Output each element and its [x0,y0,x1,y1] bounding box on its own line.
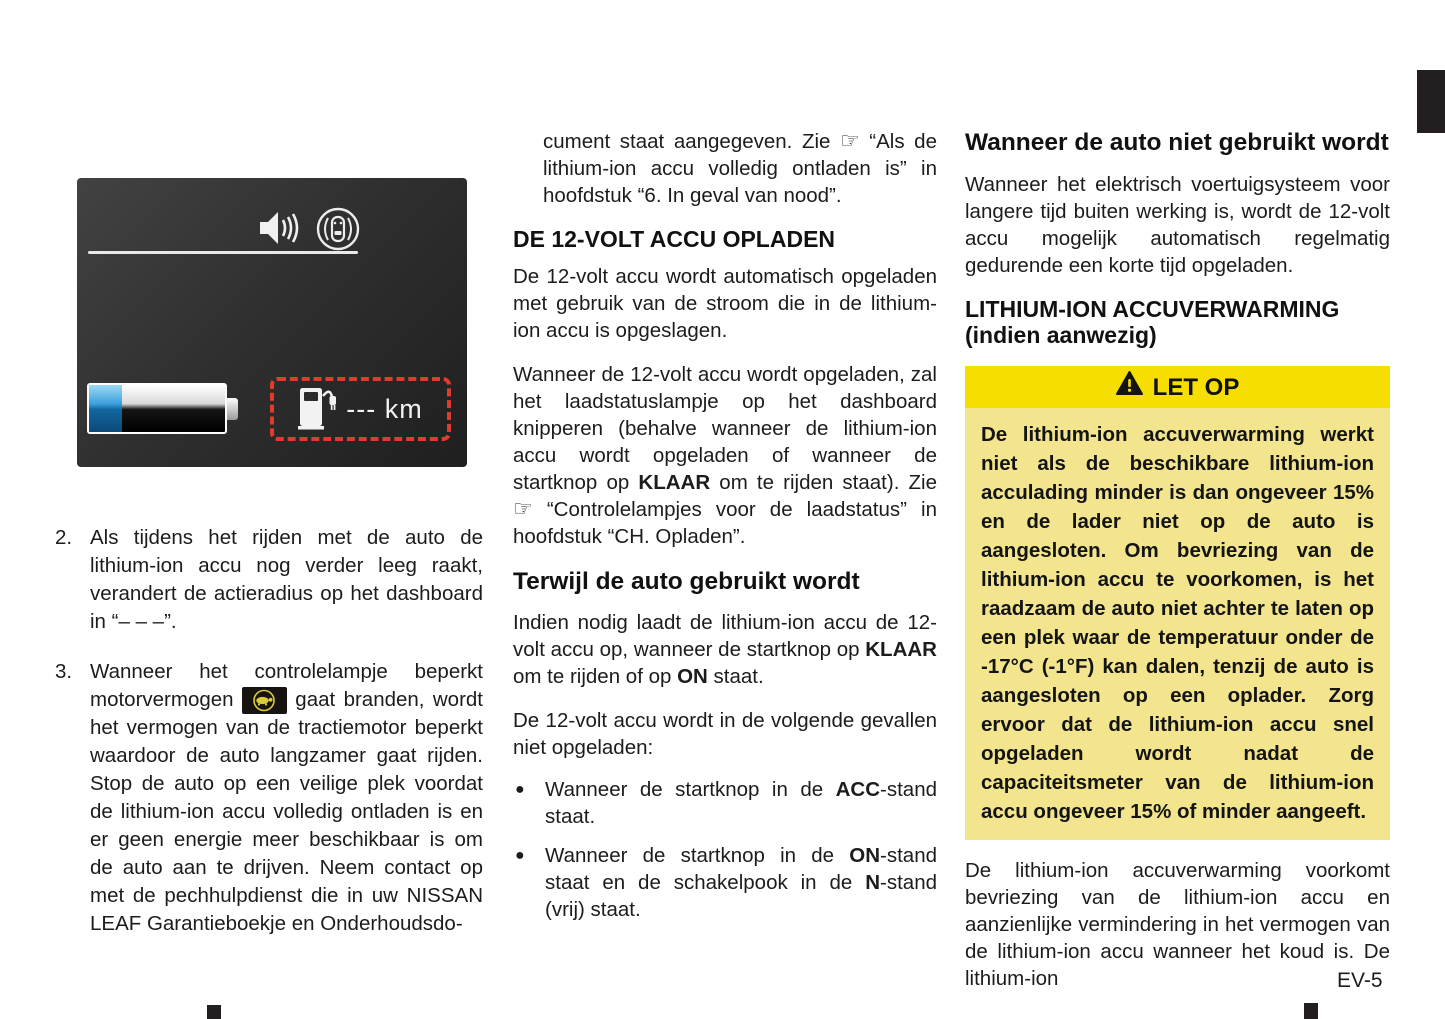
heading-line-2: (indien aanwezig) [965,322,1157,348]
section-heading-accuverwarming [965,296,1390,348]
manicule-icon: ☞ [840,129,860,154]
display-divider-line [88,251,358,254]
bullet-list [513,776,937,923]
range-value-text: --- km [346,393,423,424]
dashboard-display-illustration [77,178,467,467]
list-item-3 [55,658,483,938]
list-item-text: Als tijdens het rijden met de auto de lithium-ion accu nog verder leeg raakt, verandert de actieradius op het dashboard in “– – –”. [90,526,483,633]
paragraph: De 12-volt accu wordt automatisch opgeladen met gebruik van de stroom die in de lithium-ion accu is opgeslagen. [513,265,937,342]
battery-charge-level-low [89,385,122,432]
manicule-icon: ☞ [513,497,533,522]
heading-line-1: LITHIUM-ION ACCUVERWARMING [965,296,1340,322]
left-column [55,524,483,960]
section-heading-niet-gebruikt: Wanneer de auto niet gebruikt wordt [965,129,1389,156]
middle-column [513,128,937,935]
list-item-2 [55,524,483,636]
caution-box-title: LET OP [1152,373,1240,401]
list-item-number: 3. [55,660,73,683]
warning-triangle-icon [1116,371,1143,403]
list-item-number: 2. [55,526,73,549]
subsection-heading-terwijl: Terwijl de auto gebruikt wordt [513,568,860,595]
print-registration-mark [1304,1003,1318,1019]
charge-range-indicator-highlight [270,377,451,441]
page-number: EV-5 [1337,969,1383,992]
paragraph: De lithium-ion accuverwarming voorkomt bevriezing van de lithium-ion accu en aanzienlijke vermindering in het vermogen van de lithium-ion accu wanneer het koud is. De lithium-ion [965,859,1390,990]
caution-box-body: De lithium-ion accuverwarming werkt niet als de beschikbare lithium-ion acculading minder is dan ongeveer 15% en de lader niet op de auto is aangesloten. Om bevriezing van de lithium-ion accu te voorkomen, is het raadzaam de auto niet achter te laten op een plek waar de temperatuur onder de -17°C (-1°F) kan dalen, tenzij de auto is aangesloten op een oplader. Zorg ervoor dat de lithium-ion accu snel opgeladen wordt nadat de capaciteitsmeter van de lithium-ion accu ongeveer 15% of minder aangeeft. [965,408,1390,840]
bullet-item: ● Wanneer de startknop in de ACC-stand staat. [513,776,937,830]
paragraph: Wanneer het elektrisch voertuigsysteem voor langere tijd buiten werking is, wordt de 12-volt accu mogelijk automatisch regelmatig gedurende een korte tijd opgeladen. [965,173,1390,277]
power-limit-turtle-icon [242,687,287,714]
continuation-paragraph: cument staat aangegeven. Zie ☞ “Als de lithium-ion accu volledig ontladen is” in hoofdstuk “6. In geval van nood”. [543,129,937,207]
paragraph: De 12-volt accu wordt in de volgende gevallen niet opgeladen: [513,709,937,759]
battery-charge-gauge [87,383,238,434]
battery-gauge-terminal [227,398,238,420]
speaker-volume-icon [258,208,304,253]
print-registration-mark [207,1005,221,1019]
paragraph: Wanneer de 12-volt accu wordt opgeladen, zal het laadstatuslampje op het dashboard knipperen (behalve wanneer de lithium-ion accu wordt opgeladen of wanneer de startknop op KLAAR om te rijden staat). Zie ☞ “Controlelampjes voor de laadstatus” in hoofdstuk “CH. Opladen”. [513,363,938,548]
bullet-item: ● Wanneer de startknop in de ON-stand staat en de schakelpook in de N-stand (vrij) staat. [513,842,937,923]
paragraph: Indien nodig laadt de lithium-ion accu de 12-volt accu op, wanneer de startknop op KLAAR om te rijden of op ON staat. [513,611,937,688]
caution-box-header [965,366,1390,408]
tire-pressure-warning-icon [315,206,361,257]
right-column [965,128,1390,1009]
section-heading-12v-opladen: DE 12-VOLT ACCU OPLADEN [513,226,836,252]
ev-charger-icon [298,384,338,435]
caution-box [965,366,1390,840]
list-item-text: Wanneer het controlelampje beperkt motorvermogen gaat branden, wordt het vermogen van de tractiemotor beperkt waardoor de auto langzamer gaat rijden. Stop de auto op een veilige plek voordat de lithium-ion accu volledig ontladen is en er geen energie meer beschikbaar is om de auto aan te drijven. Neem contact op met de pechhulpdienst die in uw NISSAN LEAF Garantieboekje en Onderhoudsdo- [90,660,483,935]
battery-gauge-body [87,383,227,434]
chapter-edge-tab [1417,70,1445,133]
